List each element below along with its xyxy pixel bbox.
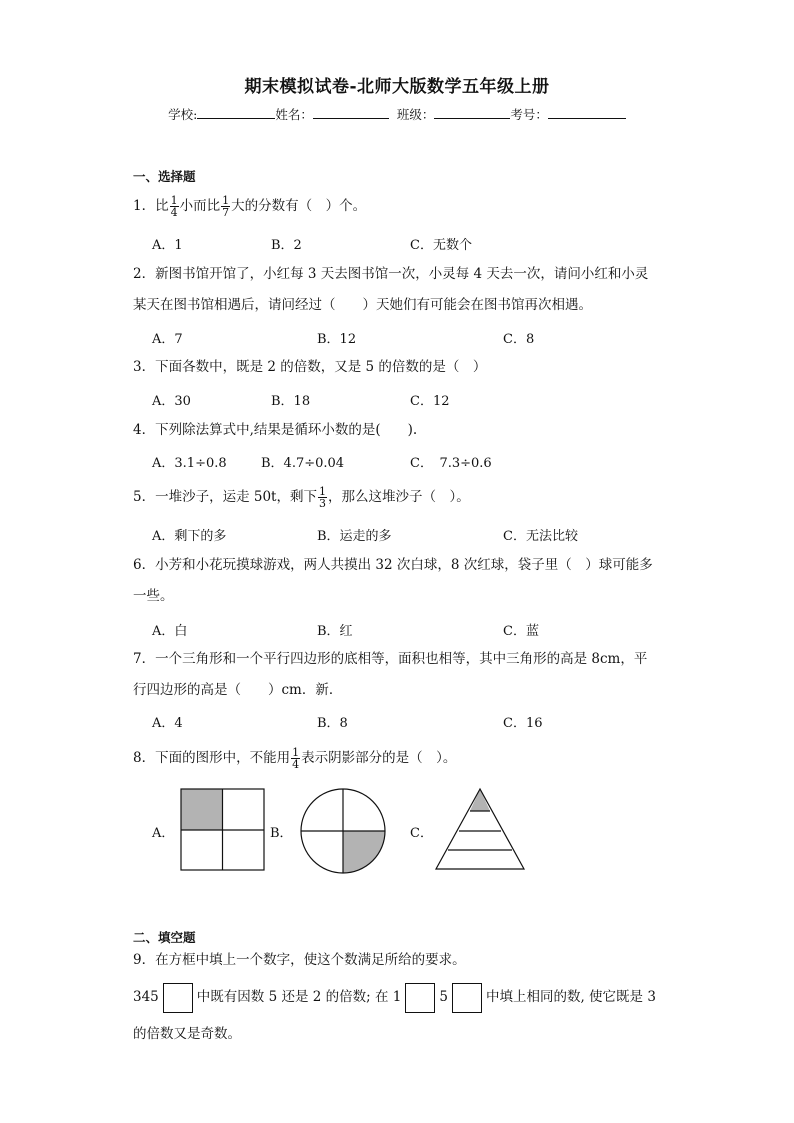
question-9-line-1: 9．在方框中填上一个数字，使这个数满足所给的要求。 (133, 952, 466, 968)
question-6-line-1: 6．小芳和小花玩摸球游戏，两人共摸出 32 次白球，8 次红球，袋子里（ ）球可能多 (133, 557, 653, 573)
class-blank[interactable] (434, 106, 510, 119)
question-2-line-2: 某天在图书馆相遇后，请问经过（ ）天她们有可能会在图书馆再次相遇。 (133, 297, 592, 313)
name-label: 姓名： (275, 107, 313, 122)
q3-option-c[interactable]: C．12 (410, 394, 450, 409)
q1-option-b[interactable]: B．2 (271, 238, 302, 253)
figure-b-circle[interactable] (297, 786, 389, 876)
q7-option-a[interactable]: A．4 (152, 716, 183, 731)
fraction-one-seventh: $\frac{1}{7}$ (222, 194, 230, 219)
section-1-heading: 一、选择题 (133, 169, 196, 184)
question-8 (133, 747, 456, 770)
exam-no-blank[interactable] (548, 106, 626, 119)
q2-option-c[interactable]: C．8 (503, 332, 535, 347)
q6-option-c[interactable]: C．蓝 (503, 624, 539, 639)
school-label: 学校: (168, 107, 198, 122)
student-info-line (0, 105, 794, 123)
question-1 (133, 195, 366, 218)
question-5 (133, 486, 470, 509)
q3-option-a[interactable]: A．30 (152, 394, 191, 409)
q9-text-mid: 中既有因数 5 还是 2 的倍数; 在 1 (196, 989, 402, 1005)
class-label: 班级： (396, 107, 435, 122)
q3-option-b[interactable]: B．18 (271, 394, 311, 409)
question-4: 4．下列除法算式中,结果是循环小数的是( ). (133, 422, 418, 438)
q8-text-start: 8．下面的图形中，不能用 (133, 750, 291, 766)
figure-c-triangle[interactable] (434, 786, 526, 872)
square-shaded-quarter (181, 789, 222, 830)
question-7-line-1: 7．一个三角形和一个平行四边形的底相等，面积也相等，其中三角形的高是 8cm，平 (133, 651, 648, 667)
q1-text-start: 1．比 (133, 198, 169, 214)
answer-box-1[interactable] (163, 983, 193, 1013)
fraction-one-quarter: $\frac{1}{4}$ (170, 194, 178, 219)
name-blank[interactable] (313, 106, 389, 119)
q1-option-c[interactable]: C．无数个 (410, 238, 472, 253)
q5-text-start: 5．一堆沙子，运走 50t，剩下 (133, 489, 317, 505)
question-7-line-2: 行四边形的高是（ ）cm．新． (133, 682, 343, 698)
q8-option-c-label[interactable]: C． (410, 826, 433, 841)
fraction-one-quarter-q8: $\frac{1}{4}$ (292, 746, 300, 771)
q8-option-a-label[interactable]: A． (152, 826, 175, 841)
question-2-line-1: 2．新图书馆开馆了，小红每 3 天去图书馆一次，小灵每 4 天去一次，请问小红和小灵 (133, 266, 649, 282)
q7-option-c[interactable]: C．16 (503, 716, 543, 731)
q1-option-a[interactable]: A．1 (152, 238, 183, 253)
triangle-shaded-top (470, 789, 490, 811)
q5-option-b[interactable]: B．运走的多 (317, 529, 392, 544)
q9-text-end: 中填上相同的数, 使它既是 3 (485, 989, 656, 1005)
q5-text-end: ，那么这堆沙子（ ）。 (327, 489, 470, 505)
section-2-heading: 二、填空题 (133, 930, 196, 945)
answer-box-3[interactable] (452, 983, 482, 1013)
question-9-line-3: 的倍数又是奇数。 (133, 1026, 241, 1042)
q7-option-b[interactable]: B．8 (317, 716, 348, 731)
q4-option-b[interactable]: B．4.7÷0.04 (261, 456, 345, 471)
question-6-line-2: 一些。 (133, 588, 174, 604)
q6-option-b[interactable]: B．红 (317, 624, 353, 639)
q2-option-a[interactable]: A．7 (152, 332, 183, 347)
q1-text-mid: 小而比 (179, 198, 221, 214)
q4-option-c[interactable]: C． 7.3÷0.6 (410, 456, 492, 471)
q5-option-c[interactable]: C．无法比较 (503, 529, 578, 544)
exam-no-label: 考号： (510, 107, 548, 122)
q9-number-345: 345 (133, 989, 159, 1005)
q1-text-end: 大的分数有（ ）个。 (231, 198, 367, 214)
q8-text-end: 表示阴影部分的是（ ）。 (301, 750, 457, 766)
question-9-line-2 (133, 982, 656, 1013)
fraction-one-third: $\frac{1}{3}$ (318, 485, 326, 510)
page-title: 期末模拟试卷-北师大版数学五年级上册 (244, 77, 550, 97)
q4-option-a[interactable]: A．3.1÷0.8 (152, 456, 227, 471)
q6-option-a[interactable]: A．白 (152, 624, 188, 639)
school-blank[interactable] (197, 106, 275, 119)
q5-option-a[interactable]: A．剩下的多 (152, 529, 227, 544)
q8-option-b-label[interactable]: B． (270, 826, 293, 841)
q9-digit-5: 5 (439, 989, 448, 1005)
figure-a-square[interactable] (180, 788, 266, 872)
question-3: 3．下面各数中，既是 2 的倍数，又是 5 的倍数的是（ ） (133, 359, 487, 375)
answer-box-2[interactable] (405, 983, 435, 1013)
q2-option-b[interactable]: B．12 (317, 332, 357, 347)
